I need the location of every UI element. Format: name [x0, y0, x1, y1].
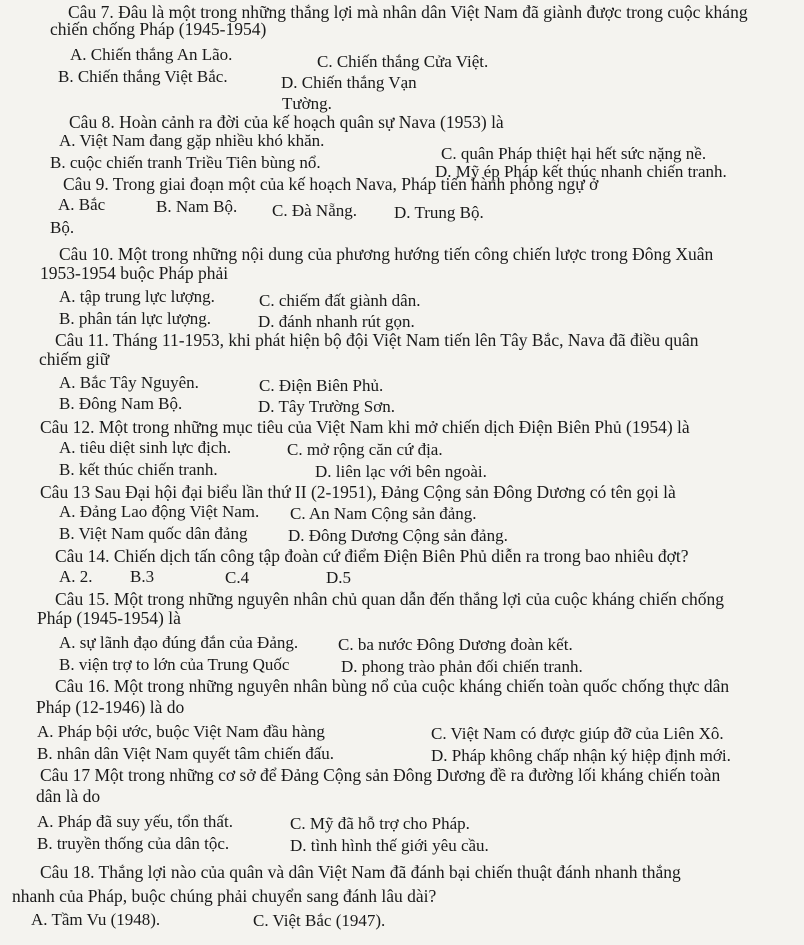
question-8-option-c: C. quân Pháp thiệt hại hết sức nặng nề.: [441, 144, 707, 163]
question-12-stem: Câu 12. Một trong những mục tiêu của Việt Nam khi mở chiến dịch Điện Biên Phủ (1954) là: [40, 417, 690, 437]
question-11-option-d: D. Tây Trường Sơn.: [258, 397, 395, 416]
question-16-stem-line-1: Câu 16. Một trong những nguyên nhân bùng nổ của cuộc kháng chiến toàn quốc chống thực dân: [55, 676, 730, 696]
question-10-option-d: D. đánh nhanh rút gọn.: [258, 312, 415, 331]
question-16-option-b: B. nhân dân Việt Nam quyết tâm chiến đấu.: [37, 744, 335, 763]
question-16-stem-line-2: Pháp (12-1946) là do: [36, 697, 185, 717]
question-17-option-b: B. truyền thống của dân tộc.: [37, 834, 230, 853]
question-12-option-d: D. liên lạc với bên ngoài.: [315, 462, 487, 481]
question-8-stem: Câu 8. Hoàn cảnh ra đời của kế hoạch quân sự Nava (1953) là: [69, 112, 504, 132]
question-17-stem-line-2: dân là do: [36, 786, 101, 806]
question-7-option-b: B. Chiến thắng Việt Bắc.: [58, 67, 228, 86]
question-15-option-c: C. ba nước Đông Dương đoàn kết.: [338, 635, 573, 654]
question-17-option-d: D. tình hình thế giới yêu cầu.: [290, 836, 489, 855]
question-14-option-d: D.5: [326, 568, 352, 587]
question-7-option-c: C. Chiến thắng Cửa Việt.: [317, 52, 489, 71]
question-12-option-b: B. kết thúc chiến tranh.: [59, 460, 218, 479]
question-9-stem: Câu 9. Trong giai đoạn một của kế hoạch Nava, Pháp tiến hành phòng ngự ở: [63, 174, 599, 194]
question-13-option-a: A. Đảng Lao động Việt Nam.: [59, 502, 260, 521]
question-15-option-b: B. viện trợ to lớn của Trung Quốc: [59, 655, 290, 674]
question-10-option-a: A. tập trung lực lượng.: [59, 287, 215, 306]
question-11-stem-line-1: Câu 11. Tháng 11-1953, khi phát hiện bộ đội Việt Nam tiến lên Tây Bắc, Nava đã điều quân: [55, 330, 699, 350]
question-8-option-a: A. Việt Nam đang gặp nhiều khó khăn.: [59, 131, 325, 150]
question-10-stem-line-1: Câu 10. Một trong những nội dung của phương hướng tiến công chiến lược trong Đông Xuân: [59, 244, 714, 264]
question-8-option-b: B. cuộc chiến tranh Triều Tiên bùng nổ.: [50, 153, 321, 172]
question-7-option-d: D. Chiến thắng Vạn: [281, 73, 417, 92]
question-10-option-b: B. phân tán lực lượng.: [59, 309, 212, 328]
question-18-option-c: C. Việt Bắc (1947).: [253, 911, 386, 930]
question-10-stem-line-2: 1953-1954 buộc Pháp phải: [40, 263, 229, 283]
question-14-stem: Câu 14. Chiến dịch tấn công tập đoàn cứ điểm Điện Biên Phủ diễn ra trong bao nhiêu đợt?: [55, 546, 689, 566]
question-9-option-b: B. Nam Bộ.: [156, 197, 238, 216]
question-16-option-d: D. Pháp không chấp nhận ký hiệp định mới.: [431, 746, 731, 765]
question-17-option-a: A. Pháp đã suy yếu, tổn thất.: [37, 812, 233, 831]
question-13-option-c: C. An Nam Cộng sản đảng.: [290, 504, 477, 523]
question-11-stem-line-2: chiếm giữ: [39, 349, 110, 369]
question-14-option-a: A. 2.: [59, 567, 93, 586]
question-10-option-c: C. chiếm đất giành dân.: [259, 291, 421, 310]
question-8-option-d: D. Mỹ ép Pháp kết thúc nhanh chiến tranh.: [435, 162, 727, 181]
question-18-stem-line-2: nhanh của Pháp, buộc chúng phải chuyển sang đánh lâu dài?: [12, 886, 437, 906]
question-12-option-c: C. mở rộng căn cứ địa.: [287, 440, 443, 459]
question-9-option-d: D. Trung Bộ.: [394, 203, 484, 222]
question-16-option-c: C. Việt Nam có được giúp đỡ của Liên Xô.: [431, 724, 724, 743]
question-13-stem: Câu 13 Sau Đại hội đại biểu lần thứ II (2-1951), Đảng Cộng sản Đông Dương có tên gọi là: [40, 482, 676, 502]
question-11-option-b: B. Đông Nam Bộ.: [59, 394, 183, 413]
question-9-option-a: A. Bắc: [58, 195, 106, 214]
question-15-stem-line-2: Pháp (1945-1954) là: [37, 608, 181, 628]
question-9-option-c: C. Đà Nẵng.: [272, 201, 357, 220]
question-15-stem-line-1: Câu 15. Một trong những nguyên nhân chủ quan dẫn đến thắng lợi của cuộc kháng chiến chống: [55, 589, 724, 609]
question-15-option-a: A. sự lãnh đạo đúng đắn của Đảng.: [59, 633, 299, 652]
question-12-option-a: A. tiêu diệt sinh lực địch.: [59, 438, 232, 457]
question-7-option-d-continued: Tường.: [282, 94, 332, 113]
question-17-option-c: C. Mỹ đã hỗ trợ cho Pháp.: [290, 814, 470, 833]
question-11-option-a: A. Bắc Tây Nguyên.: [59, 373, 199, 392]
question-15-option-d: D. phong trào phản đối chiến tranh.: [341, 657, 583, 676]
question-13-option-d: D. Đông Dương Cộng sản đảng.: [288, 526, 508, 545]
question-17-stem-line-1: Câu 17 Một trong những cơ sở để Đảng Cộng sản Đông Dương đề ra đường lối kháng chiến toàn: [40, 765, 721, 785]
question-7-option-a: A. Chiến thắng An Lão.: [70, 45, 233, 64]
question-7-stem-line-2: chiến chống Pháp (1945-1954): [50, 19, 267, 39]
question-9-option-a-continued: Bộ.: [50, 218, 75, 237]
question-18-option-a: A. Tầm Vu (1948).: [31, 910, 161, 929]
question-11-option-c: C. Điện Biên Phủ.: [259, 376, 384, 395]
question-14-option-c: C.4: [225, 568, 250, 587]
question-13-option-b: B. Việt Nam quốc dân đảng: [59, 524, 248, 543]
question-7-stem-line-1: Câu 7. Đâu là một trong những thắng lợi mà nhân dân Việt Nam đã giành được trong cuộc kháng: [68, 2, 748, 22]
question-16-option-a: A. Pháp bội ước, buộc Việt Nam đầu hàng: [37, 722, 325, 741]
question-18-stem-line-1: Câu 18. Thắng lợi nào của quân và dân Việt Nam đã đánh bại chiến thuật đánh nhanh thắng: [40, 862, 681, 882]
question-14-option-b: B.3: [130, 567, 155, 586]
